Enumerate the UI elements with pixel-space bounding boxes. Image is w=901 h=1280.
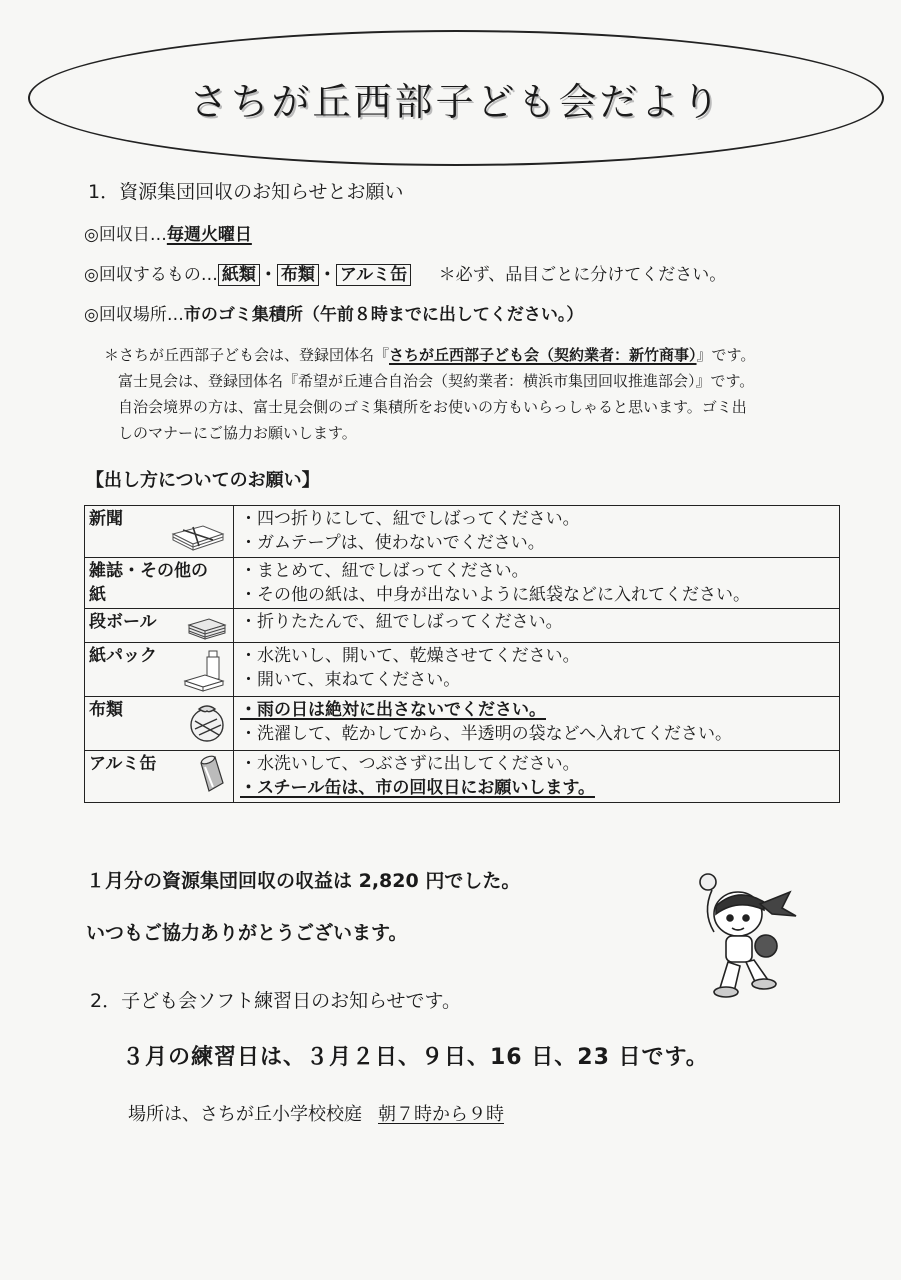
instruction-cell: [234, 609, 840, 643]
table-row: [85, 558, 840, 609]
instruction-line: ・水洗いして、つぶさずに出してください。: [240, 754, 580, 774]
cardboard-bundle-icon: [187, 611, 227, 641]
item-separator: ・: [259, 265, 277, 285]
table-row: [85, 609, 840, 643]
collection-items-label: ◎回収するもの…: [84, 265, 218, 285]
collection-place-label: ◎回収場所…: [84, 305, 184, 325]
item-paper: 紙類: [218, 264, 260, 286]
registration-note: [104, 342, 864, 446]
softball-player-illustration: [672, 862, 802, 1002]
collection-day: [84, 220, 252, 245]
note-line-2: 富士見会は、登録団体名『希望が丘連合自治会（契約業者：横浜市集団回収推進部会）』です。: [118, 372, 755, 390]
practice-place-label: 場所は、さちが丘小学校校庭: [128, 1104, 362, 1125]
item-cell: [85, 558, 234, 609]
revenue-text: １月分の資源集団回収の収益は 2,820 円でした。: [86, 870, 521, 892]
note-line-1-suffix: 』です。: [696, 346, 756, 364]
item-cell: [85, 751, 234, 803]
instruction-line: ・水洗いし、開いて、乾燥させてください。: [240, 646, 580, 666]
collection-place-value: 市のゴミ集積所（午前８時までに出してください。）: [183, 305, 584, 325]
table-row: [85, 751, 840, 803]
item-name: 布類: [89, 700, 123, 720]
collection-day-label: ◎回収日…: [84, 225, 167, 245]
collection-place: [84, 300, 583, 325]
item-name: 新聞: [89, 509, 123, 529]
note-line-1-prefix: ＊さちが丘西部子ども会は、登録団体名『: [104, 346, 390, 364]
cloth-bundle-icon: [187, 701, 227, 743]
instruction-line: ・洗濯して、乾かしてから、半透明の袋などへ入れてください。: [240, 724, 732, 744]
items-note: ＊必ず、品目ごとに分けてください。: [438, 265, 727, 285]
milk-carton-icon: [181, 647, 227, 693]
table-row: [85, 506, 840, 558]
disposal-guide-table: [84, 505, 840, 803]
item-name: 段ボール: [89, 612, 157, 632]
instruction-cell: [234, 643, 840, 697]
collection-day-value: 毎週火曜日: [166, 225, 252, 245]
item-cloth: 布類: [277, 264, 319, 286]
instruction-line: ・ガムテープは、使わないでください。: [240, 533, 545, 553]
item-name: 雑誌・その他の紙: [89, 561, 208, 605]
instruction-line: ・まとめて、紐でしばってください。: [240, 561, 529, 581]
instruction-line-emphasis: ・スチール缶は、市の回収日にお願いします。: [240, 778, 595, 798]
practice-place: [128, 1100, 504, 1126]
item-separator: ・: [318, 265, 336, 285]
note-line-1: [104, 342, 864, 368]
page-title: さちが丘西部子ども会だより: [189, 79, 723, 124]
collection-items: [84, 260, 726, 285]
item-cell: [85, 609, 234, 643]
practice-dates: ３月の練習日は、３月２日、９日、16 日、23 日です。: [122, 1045, 709, 1070]
note-line-4: しのマナーにご協力お願いします。: [118, 424, 357, 442]
newspaper-bundle-icon: [169, 512, 227, 552]
section2-heading: 2．子ども会ソフト練習日のお知らせです。: [90, 990, 461, 1012]
instruction-cell: [234, 751, 840, 803]
item-cell: [85, 506, 234, 558]
guide-heading: 【出し方についてのお願い】: [86, 470, 320, 491]
item-cell: [85, 643, 234, 697]
instruction-line: ・開いて、束ねてください。: [240, 670, 461, 690]
instruction-cell: [234, 558, 840, 609]
aluminum-can-icon: [193, 755, 227, 797]
note-line-3: 自治会境界の方は、富士見会側のゴミ集積所をお使いの方もいらっしゃると思います。ゴミ出: [118, 398, 747, 416]
instruction-line: ・折りたたんで、紐でしばってください。: [240, 612, 563, 632]
item-can: アルミ缶: [336, 264, 411, 286]
section1-heading: 1．資源集団回収のお知らせとお願い: [88, 181, 404, 203]
item-name: 紙パック: [89, 646, 157, 666]
thanks-text: いつもご協力ありがとうございます。: [86, 922, 408, 944]
table-row: [85, 643, 840, 697]
title-banner: [28, 30, 884, 166]
instruction-cell: [234, 506, 840, 558]
instruction-line: ・四つ折りにして、紐でしばってください。: [240, 509, 580, 529]
instruction-cell: [234, 697, 840, 751]
instruction-line-emphasis: ・雨の日は絶対に出さないでください。: [240, 700, 546, 720]
practice-time: 朝７時から９時: [378, 1104, 504, 1125]
item-cell: [85, 697, 234, 751]
table-row: [85, 697, 840, 751]
instruction-line: ・その他の紙は、中身が出ないように紙袋などに入れてください。: [240, 585, 750, 605]
item-name: アルミ缶: [89, 754, 157, 774]
note-line-1-bold: さちが丘西部子ども会（契約業者：新竹商事）: [389, 346, 697, 364]
